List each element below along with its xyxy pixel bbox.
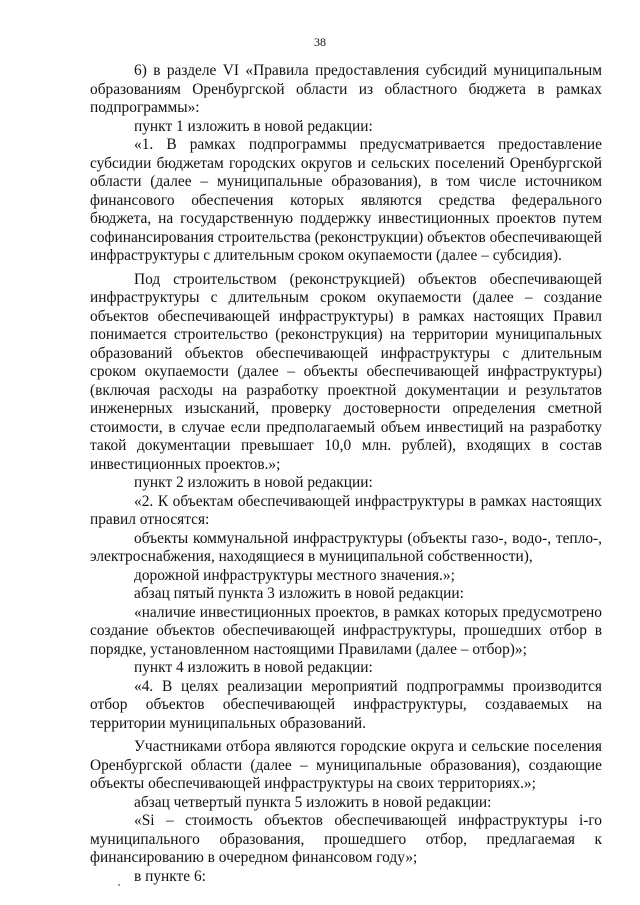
paragraph-clause-3-intro: абзац пятый пункта 3 изложить в новой редакции: <box>134 585 464 602</box>
page-number: 38 <box>314 35 326 49</box>
paragraph-construction-definition: Под строительством (реконструкцией) объектов обеспечивающей инфраструктуры с длительным сроком окупаемости (далее – создание объектов обеспечивающей инфраструктуры) в рамках настоящих Правил понимается строительство (реконструкция) на территории муниципальных образований объектов обеспечивающей инфраструктуры с длительным сроком окупаемости (далее – объекты обеспечивающей инфраструктуры) (включая расходы на разработку проектной документации и результатов инженерных изысканий, проверку достоверности определения сметной стоимости, в случае если предполагаемый объем инвестиций на разработку такой документации превышает 10,0 млн. рублей), входящих в состав инвестиционных проектов.»; <box>90 270 602 473</box>
scan-speck <box>118 884 120 886</box>
paragraph-clause-3-text: «наличие инвестиционных проектов, в рамках которых предусмотрено создание объектов обеспечивающей инфраструктуры, прошедших отбор в порядке, установленном настоящими Правилами (далее – отбор)»; <box>90 603 602 658</box>
document-body <box>90 62 602 886</box>
paragraph-clause-6-intro: в пункте 6: <box>134 867 206 885</box>
paragraph-selection-participants: Участниками отбора являются городские округа и сельские поселения Оренбургской области (далее – муниципальные образования), создающие объекты обеспечивающей инфраструктуры на своих территориях.»; <box>90 738 602 792</box>
paragraph-clause-4-text: «4. В целях реализации мероприятий подпрограммы производится отбор объектов обеспечивающей инфраструктуры, создаваемых на территории муниципальных образований. <box>90 677 602 732</box>
paragraph-clause-5-text: «Si – стоимость объектов обеспечивающей инфраструктуры i-го муниципального образования, прошедшего отбор, предлагаемая к финансированию в очередном финансовом году»; <box>90 812 602 866</box>
paragraph-clause-4-intro: пункт 4 изложить в новой редакции: <box>134 659 373 676</box>
paragraph-clause-1-intro: пункт 1 изложить в новой редакции: <box>134 117 373 135</box>
paragraph-clause-2-text: «2. К объектам обеспечивающей инфраструктуры в рамках настоящих правил относятся: <box>90 492 602 528</box>
paragraph-clause-5-intro: абзац четвертый пункта 5 изложить в новой редакции: <box>134 793 492 811</box>
paragraph-clause-1-text: «1. В рамках подпрограммы предусматривается предоставление субсидии бюджетам городских округов и сельских поселений Оренбургской области (далее – муниципальные образования), в том числе источником финансового обеспечения которых являются средства федерального бюджета, на государственную поддержку инвестиционных проектов путем софинансирования строительства (реконструкции) объектов обеспечивающей инфраструктуры с длительным сроком окупаемости (далее – субсидия). <box>90 136 602 264</box>
paragraph-communal-infrastructure: объекты коммунальной инфраструктуры (объекты газо-, водо-, тепло-, электроснабжения, находящиеся в муниципальной собственности), <box>90 529 602 565</box>
paragraph-clause-2-intro: пункт 2 изложить в новой редакции: <box>134 474 373 491</box>
paragraph-road-infrastructure: дорожной инфраструктуры местного значения.»; <box>134 566 455 584</box>
paragraph-section-6: 6) в разделе VI «Правила предоставления субсидий муниципальным образованиям Оренбургской области из областного бюджета в рамках подпрограммы»: <box>90 62 602 116</box>
